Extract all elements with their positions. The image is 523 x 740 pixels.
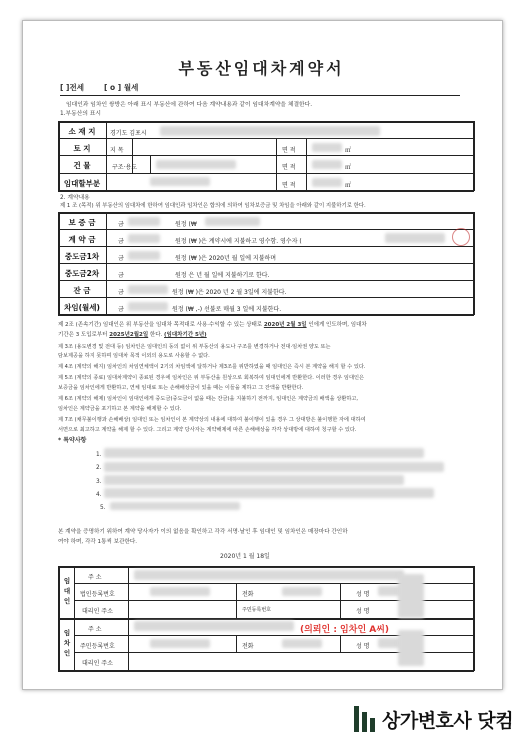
mid2-text: 원정 은 년 월 일에 지불하기로 한다.: [175, 272, 270, 279]
landlord-name-label-2: 성 명: [356, 608, 370, 615]
redacted-landlord-address: [134, 570, 404, 580]
clause7: 제 7조 (채무불이행과 손해배상) 임대인 또는 임차인이 본 계약상의 내용에 대하여 불이행이 있을 경우 그 상대방은 불이행한 자에 대하여: [58, 417, 366, 423]
deposit-won: 금: [118, 221, 124, 228]
corp-no-label: 법인등록번호: [80, 591, 115, 598]
brand-name: 상가변호사 닷컴: [382, 710, 514, 732]
special-terms-label: * 특약사항: [58, 437, 87, 444]
closing-text-2: 여야 하며, 각각 1통씩 보관한다.: [58, 539, 138, 545]
special-item-4: 4.: [96, 492, 102, 498]
landlord-rep-addr-label: 대리인 주소: [82, 608, 113, 615]
contract-won: 금: [118, 238, 124, 245]
mid2-label: 중도금2차: [64, 269, 100, 278]
jeonse-option: [ ]전세: [60, 83, 84, 92]
clause2-date: 2020년 2월 3일: [263, 322, 307, 328]
closing-text: 본 계약을 증명하기 위하여 계약 당사자가 이의 없음을 확인하고 각각 서명·날인 후 임대인 및 임차인은 매장마다 간인하: [58, 529, 348, 535]
redacted-rent: [128, 302, 168, 311]
landlord-id-label: 주민등록번호: [242, 607, 271, 613]
special-item-2: 2.: [96, 465, 102, 471]
tenant-phone-label: 전화: [242, 643, 254, 650]
redacted-balance: [128, 285, 168, 294]
mid1-won: 금: [118, 255, 124, 262]
land-area-label: 면 적: [282, 147, 296, 154]
clause2-c: 기간은 3 도입로부터: [58, 332, 108, 338]
clause2-b: 인에게 인도하며, 임대차: [308, 322, 367, 328]
clause4: 제 4조 (계약의 해지) 임차인의 차임연체액이 2기의 차임액에 달하거나 제3조를 위반하였을 때 임대인은 즉시 본 계약을 해지 할 수 있다.: [58, 364, 366, 370]
landlord-phone-label: 전화: [242, 591, 254, 598]
tenant-address-label: 주 소: [88, 626, 102, 633]
seal-stamp: [452, 228, 470, 246]
unit-sqm: ㎡: [345, 182, 352, 189]
unit-sqm: ㎡: [345, 164, 352, 171]
redacted-special-3: [104, 475, 404, 485]
clause5: 제 5조 (계약의 종료) 임대차계약이 종료된 경우에 임차인은 위 부동산을 원상으로 회복하여 임대인에게 반환한다. 이러한 경우 임대인은: [58, 375, 364, 381]
mid1-label: 중도금1차: [64, 252, 100, 261]
tenant-id-label: 주민등록번호: [80, 643, 115, 650]
brand-logo: [352, 702, 514, 736]
clause2-period: (임대차기간 5년): [164, 332, 207, 338]
client-annotation: (의뢰인 : 임차인 A씨): [300, 625, 390, 635]
rent-text: 원정 (₩ ,-) 선불로 매월 3 일에 지불한다.: [172, 306, 282, 313]
section2-heading: 2. 계약내용: [60, 195, 90, 201]
redacted-receiver: [385, 233, 445, 243]
redacted-tenant-id: [150, 639, 210, 648]
intro-text: 임대인과 임차인 쌍방은 아래 표시 부동산에 관하여 다음 계약내용과 같이 임대차계약을 체결한다.: [66, 102, 313, 108]
tenant-name-label: 성 명: [356, 643, 370, 650]
building-area-label: 면 적: [282, 164, 296, 171]
rent-label: 차임(월세): [64, 303, 100, 312]
balance-won: 금: [118, 289, 124, 296]
landlord-label: 임대인: [63, 577, 71, 605]
clause7b: 서면으로 최고하고 계약을 해제 할 수 있다. 그리고 계약 당사자는 계약해제에 따른 손해배상을 각각 상대방에 대하여 청구할 수 있다.: [58, 427, 357, 433]
contract-date: 2020년 1 월 18일: [220, 553, 270, 560]
clause6: 제 6조 (계약의 해제) 임차인이 임대인에게 중도금(중도금이 없을 때는 잔금)을 지불하기 전까지, 임대인은 계약금의 배액을 상환하고,: [58, 396, 359, 402]
document-title: 부동산임대차계약서: [178, 59, 345, 78]
location-label: 소 재 지: [68, 127, 96, 136]
land-label: 토 지: [73, 144, 91, 153]
clause3: 제 3조 (용도변경 및 전대 등) 임차인은 임대인의 동의 없이 위 부동산의 용도나 구조를 변경하거나 전대·임차권 양도 또는: [58, 344, 331, 350]
redacted-rental-part: [150, 177, 210, 186]
clause6b: 임차인은 계약금을 포기하고 본 계약을 해제할 수 있다.: [58, 406, 182, 412]
clause3b: 담보제공을 하지 못하며 임대차 목적 이외의 용도로 사용할 수 없다.: [58, 353, 210, 359]
landlord-name-label: 성 명: [356, 591, 370, 598]
clause2-d: 한다.: [149, 332, 163, 338]
redacted-landlord-seal: [398, 574, 424, 618]
rent-won: 금: [118, 306, 124, 313]
building-label: 건 물: [73, 161, 91, 170]
redacted-tenant-seal: [398, 630, 424, 666]
redacted-rental-area: [312, 178, 342, 187]
redacted-special-2: [104, 462, 444, 472]
mid1-text: 원정 (₩ )은 2020년 월 일에 지불하며: [175, 255, 277, 262]
wolse-option: [ o ] 월세: [104, 83, 139, 92]
clause2-end-date: 2025년2월2일: [109, 332, 149, 338]
contract-text: 원정 (₩ )은 계약시에 지불하고 영수함. 영수자 (: [175, 238, 302, 245]
redacted-mid1: [128, 251, 160, 260]
section1-heading: 1.부동산의 표시: [60, 111, 101, 117]
tenant-label: 임차인: [63, 629, 71, 657]
redacted-special-5: [110, 502, 240, 510]
redacted-deposit-num: [205, 217, 260, 226]
balance-text: 원정 (₩ )은 2020 년 2 월 3일에 지불한다.: [172, 289, 287, 296]
special-item-1: 1.: [96, 452, 102, 458]
unit-sqm: ㎡: [345, 147, 352, 154]
deposit-text: 원정 (₩: [175, 221, 197, 228]
redacted-special-4: [104, 488, 434, 498]
redacted-corp-no: [150, 587, 210, 596]
mid2-won: 금: [118, 272, 124, 279]
clause1-text: 제 1 조 (목적) 위 부동산의 임대차에 한하여 임대인과 임차인은 합의에 의하여 임차보증금 및 차임을 아래와 같이 지불하기로 한다.: [60, 203, 366, 209]
deposit-label: 보 증 금: [68, 218, 96, 227]
building-structure: 구조·용도: [112, 164, 138, 171]
redacted-structure: [156, 160, 236, 169]
redacted-special-1: [104, 448, 424, 458]
redacted-contract: [128, 234, 160, 243]
redacted-deposit: [128, 217, 160, 226]
redacted-building-area: [312, 160, 342, 169]
location-value: 경기도 김포시: [110, 130, 147, 137]
rental-part-label: 임대할부분: [63, 179, 101, 188]
clause2-a: 제 2조 (존속기간) 임대인은 위 부동산을 임대차 목적대로 사용·수익할 수 있는 상태로: [58, 322, 263, 328]
contract-deposit-label: 계 약 금: [68, 235, 96, 244]
clause2-line2: [58, 331, 207, 340]
special-item-3: 3.: [96, 479, 102, 485]
clause5b: 보증금을 임차인에게 반환하고, 연체 임대료 또는 손해배상금이 있을 때는 이들을 제하고 그 잔액을 반환한다.: [58, 385, 304, 391]
redacted-tenant-phone: [282, 639, 322, 648]
rental-area-label: 면 적: [282, 182, 296, 189]
redacted-landlord-phone: [282, 587, 322, 596]
tenant-rep-addr-label: 대리인 주소: [82, 660, 113, 667]
redacted-tenant-address: [134, 621, 294, 631]
land-jimok: 지 목: [110, 147, 124, 154]
redacted-address: [160, 126, 380, 136]
redacted-land-area: [312, 143, 342, 152]
special-item-5: 5.: [100, 505, 106, 511]
balance-label: 잔 금: [73, 286, 91, 295]
brand-mark-icon: [352, 706, 376, 732]
clause2: [58, 321, 367, 330]
landlord-address-label: 주 소: [88, 574, 102, 581]
